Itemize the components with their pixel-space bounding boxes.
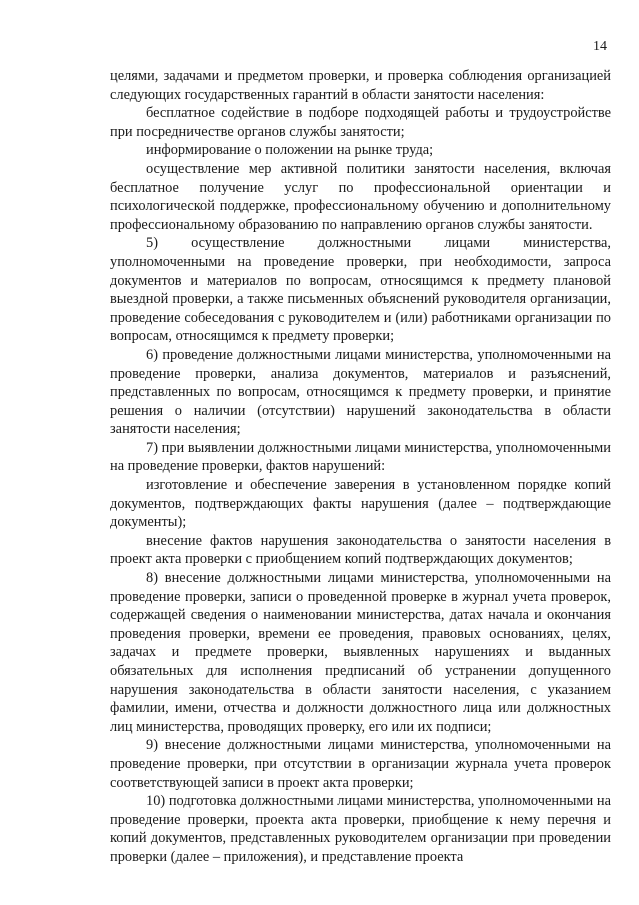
paragraph: 9) внесение должностными лицами министерства, уполномоченными на проведение проверки, при отсутствии в организации журнала учета проверок соответствующей записи в проект акта проверки; xyxy=(110,737,611,791)
paragraph: изготовление и обеспечение заверения в установленном порядке копий документов, подтверждающих факты нарушения (далее – подтверждающие документы); xyxy=(110,477,611,531)
paragraph: осуществление мер активной политики занятости населения, включая бесплатное получение услуг по профессиональной ориентации и психологической поддержке, профессиональному обучению и дополнительному профессиональному образованию по направлению органов службы занятости. xyxy=(110,160,611,233)
paragraph: 6) проведение должностными лицами министерства, уполномоченными на проведение проверки, анализа документов, материалов и разъяснений, представленных по вопросам, относящимся к предмету проверки, и принятие решения о наличии (отсутствии) нарушений законодательства в области занятости населения; xyxy=(110,346,611,438)
paragraph: 8) внесение должностными лицами министерства, уполномоченными на проведение проверки, записи о проведенной проверке в журнал учета проверок, содержащей сведения о наименовании министерства, датах начала и окончания проведения проверки, времени ее проведения, правовых основаниях, целях, задачах и предмете проверки, выявленных нарушениях и выданных обязательных для исполнения предписаний об устранении допущенного нарушения законодательства в области занятости населения, с указанием фамилии, имени, отчества и должности должностного лица или должностных лиц министерства, проводящих проверку, его или их подписи; xyxy=(110,570,611,735)
paragraph: 10) подготовка должностными лицами министерства, уполномоченными на проведение проверки, проекта акта проверки, приобщение к нему перечня и копий документов, представленных руководителем организации при проведении проверки (далее – приложения), и представление проекта xyxy=(110,793,611,865)
paragraph: 7) при выявлении должностными лицами министерства, уполномоченными на проведение проверки, фактов нарушений: xyxy=(110,439,611,475)
paragraph: внесение фактов нарушения законодательства о занятости населения в проект акта проверки с приобщением копий подтверждающих документов; xyxy=(110,532,611,568)
document-body xyxy=(110,67,611,867)
page-number: 14 xyxy=(593,39,607,54)
paragraph: информирование о положении на рынке труда; xyxy=(146,142,434,159)
paragraph: бесплатное содействие в подборе подходящей работы и трудоустройстве при посредничестве органов службы занятости; xyxy=(110,105,611,140)
paragraph: 5) осуществление должностными лицами министерства, уполномоченными на проведение проверки, при необходимости, запроса документов и материалов по вопросам, относящимся к предмету плановой выездной проверки, а также письменных объяснений руководителя организации, проведение собеседования с руководителем и (или) работниками организации по вопросам, относящимся к предмету проверки; xyxy=(110,235,611,345)
paragraph: целями, задачами и предметом проверки, и проверка соблюдения организацией следующих государственных гарантий в области занятости населения: xyxy=(110,68,611,103)
